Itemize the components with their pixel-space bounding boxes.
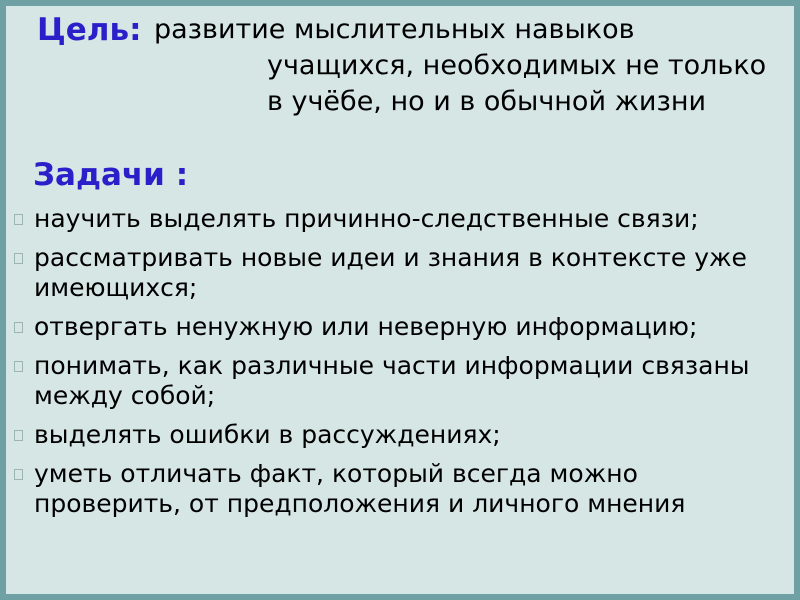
task-item [12, 312, 782, 342]
goal-text-line: учащихся, необходимых не только [267, 50, 767, 81]
task-line: выделять ошибки в рассуждениях; [34, 420, 501, 449]
task-item [12, 243, 782, 303]
bullet-icon [14, 253, 23, 264]
task-line: рассматривать новые идеи и знания в контексте уже [34, 243, 747, 272]
task-line: уметь отличать факт, который всегда можно [34, 459, 638, 488]
goal-text-line: в учёбе, но и в обычной жизни [267, 86, 707, 117]
task-line: отвергать ненужную или неверную информацию; [34, 312, 698, 341]
bullet-icon [14, 322, 23, 333]
tasks-heading: Задачи : [33, 157, 189, 193]
task-item [12, 420, 782, 450]
bullet-icon [14, 469, 23, 480]
task-line: понимать, как различные части информации связаны [34, 351, 750, 380]
task-line: научить выделять причинно-следственные связи; [34, 204, 699, 233]
slide-content [6, 6, 794, 594]
task-line: между собой; [34, 381, 216, 410]
tasks-list [12, 204, 782, 528]
bullet-icon [14, 361, 23, 372]
task-line: имеющихся; [34, 273, 198, 302]
bullet-icon [14, 430, 23, 441]
goal-text-line: развитие мыслительных навыков [154, 14, 635, 45]
task-item [12, 351, 782, 411]
bullet-icon [14, 214, 23, 225]
task-item [12, 204, 782, 234]
task-item [12, 459, 782, 519]
task-line: проверить, от предположения и личного мнения [34, 489, 686, 518]
goal-label: Цель: [37, 12, 142, 48]
